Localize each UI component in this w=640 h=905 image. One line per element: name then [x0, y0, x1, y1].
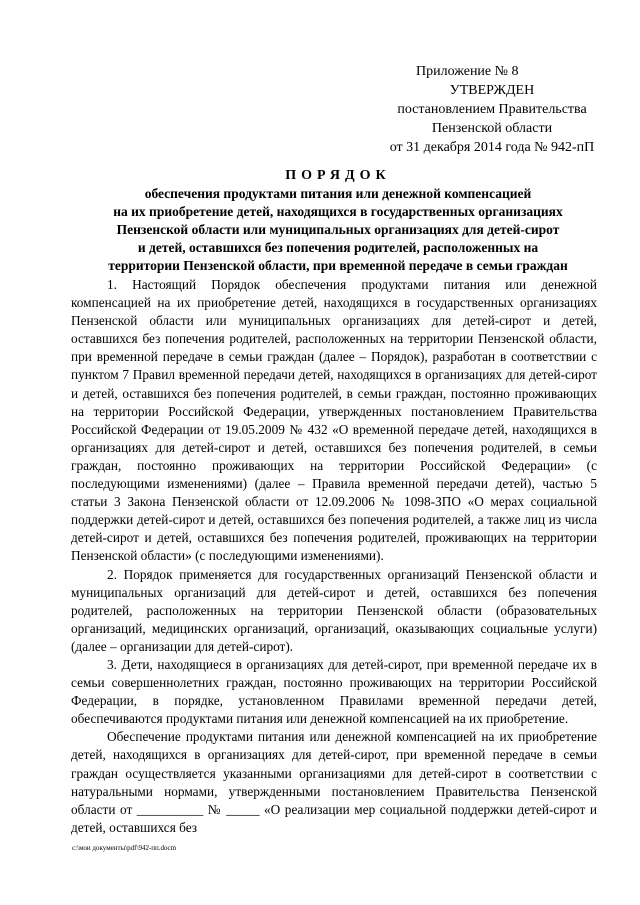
paragraph-4: Обеспечение продуктами питания или денежной компенсацией на их приобретение детей, находящихся в организациях для детей-сирот, при временной передаче в семьи граждан осуществляется указанными организациями для детей-сирот в соответствии с натуральными нормами, утвержденными постановлением Правительства Пензенской области от __________ № _____ «О реализации мер социальной поддержки детей-сирот и детей, оставшихся без [71, 729, 597, 835]
title-heading: ПОРЯДОК [285, 168, 391, 183]
approval-block [372, 62, 612, 157]
approved-region: Пензенской области [431, 121, 553, 136]
appendix-number: Приложение № 8 [416, 64, 519, 79]
document-title [68, 167, 608, 275]
title-line: и детей, оставшихся без попечения родителей, расположенных на [137, 240, 539, 255]
paragraph-2: 2. Порядок применяется для государственных организаций Пензенской области и муниципальных организаций для детей-сирот и детей, оставшихся без попечения родителей, расположенных на территории Пензенской области (образовательных организаций, медицинских организаций, организаций, оказывающих социальные услуги) (далее – организации для детей-сирот). [71, 566, 597, 654]
title-line: Пензенской области или муниципальных организациях для детей-сирот [116, 222, 560, 237]
title-line: территории Пензенской области, при временной передаче в семьи граждан [108, 258, 568, 273]
document-body [71, 276, 597, 837]
title-line: обеспечения продуктами питания или денежной компенсацией [144, 186, 532, 201]
approved-label: УТВЕРЖДЕН [449, 83, 535, 98]
approved-date: от 31 декабря 2014 года № 942-пП [389, 140, 595, 155]
file-path-footer: c:\мои документы\pdf\942-пп.docm [72, 844, 177, 852]
paragraph-1: 1. Настоящий Порядок обеспечения продуктами питания или денежной компенсацией на их приобретение детей, находящихся в государственных организациях Пензенской области или муниципальных организациях для детей-сирот и детей, оставшихся без попечения родителей, расположенных на территории Пензенской области, при временной передаче в семьи граждан (далее – Порядок), разработан в соответствии с пунктом 7 Правил временной передачи детей, находящихся в организациях для детей-сирот и детей, оставшихся без попечения родителей, в семьи граждан, постоянно проживающих на территории Российской Федерации, утвержденных постановлением Правительства Российской Федерации от 19.05.2009 № 432 «О временной передаче детей, находящихся в организациях для детей-сирот и детей, оставшихся без попечения родителей, в семьи граждан, постоянно проживающих на территории Российской Федерации» (с последующими изменениями) (далее – Правила временной передачи детей), частью 5 статьи 3 Закона Пензенской области от 12.09.2006 № 1098-ЗПО «О мерах социальной поддержки детей-сирот и детей, оставшихся без попечения родителей, а также лиц из числа детей-сирот и детей, оставшихся без попечения родителей, проживающих на территории Пензенской области» (с последующими изменениями). [71, 277, 597, 564]
title-line: на их приобретение детей, находящихся в государственных организациях [113, 204, 563, 219]
approved-by: постановлением Правительства [397, 102, 587, 117]
paragraph-3: 3. Дети, находящиеся в организациях для детей-сирот, при временной передаче их в семьи совершеннолетних граждан, постоянно проживающих на территории Российской Федерации, в порядке, установленном Правилами временной передачи детей, обеспечиваются продуктами питания или денежной компенсацией на их приобретение. [71, 656, 597, 727]
